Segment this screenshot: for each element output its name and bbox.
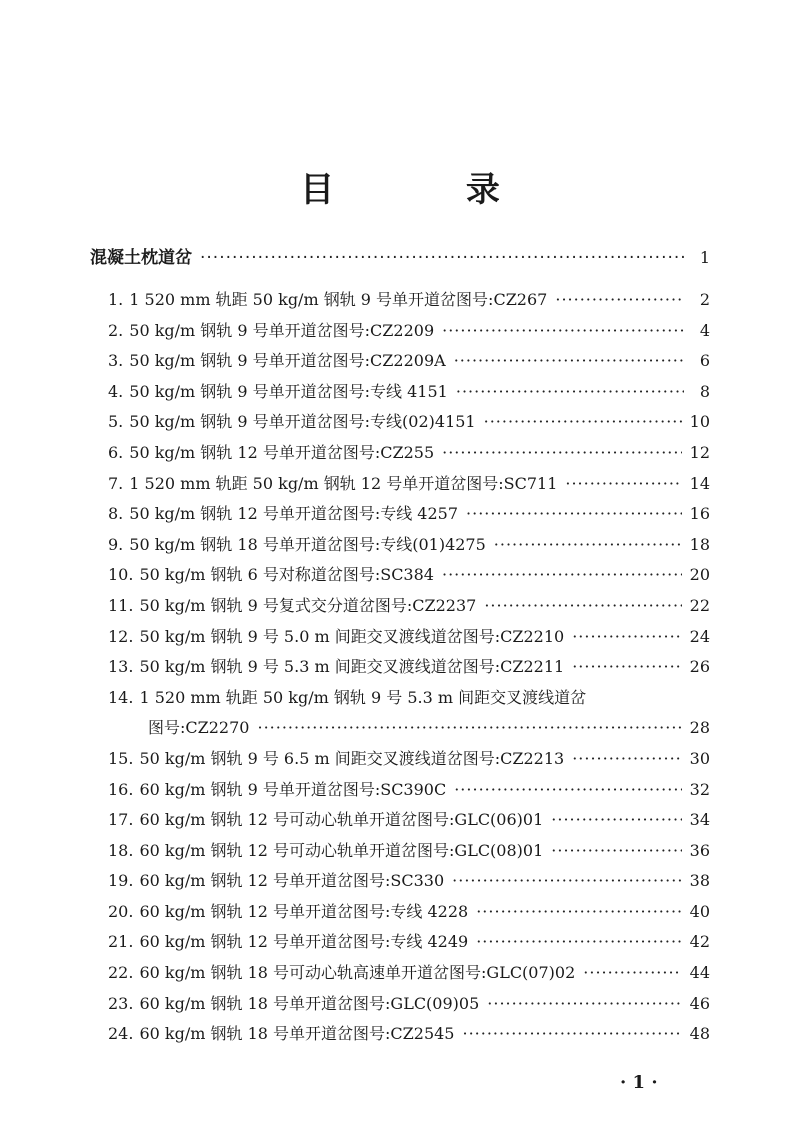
- toc-entry[interactable]: [90, 654, 710, 685]
- entry-number: 21.: [108, 932, 134, 952]
- entry-page-number: 6: [699, 351, 710, 371]
- dot-leader: [484, 596, 681, 615]
- dot-leader: [452, 871, 681, 890]
- entry-number: 18.: [108, 840, 134, 860]
- dot-leader: [551, 810, 681, 829]
- dot-leader: [487, 994, 681, 1013]
- entry-page-number: 40: [689, 901, 710, 921]
- entry-page-number: 48: [689, 1024, 710, 1044]
- entry-title: 50 kg/m 钢轨 9 号单开道岔图号:专线(02)4151: [129, 412, 476, 432]
- entry-title: 50 kg/m 钢轨 9 号 5.0 m 间距交叉渡线道岔图号:CZ2210: [139, 626, 565, 646]
- dot-leader: [583, 963, 681, 982]
- entry-number: 12.: [108, 626, 134, 646]
- toc-entry[interactable]: [90, 532, 710, 563]
- entry-page-number: 28: [689, 718, 710, 738]
- entry-page-number: 8: [699, 381, 710, 401]
- entry-title: 50 kg/m 钢轨 18 号单开道岔图号:专线(01)4275: [129, 534, 486, 554]
- entry-page-number: 46: [689, 993, 710, 1013]
- toc-entry[interactable]: [90, 746, 710, 777]
- dot-leader: [442, 321, 684, 340]
- dot-leader: [466, 504, 682, 523]
- toc-entry[interactable]: [90, 379, 710, 410]
- dot-leader: [572, 657, 681, 676]
- entry-title: 50 kg/m 钢轨 6 号对称道岔图号:SC384: [139, 565, 434, 585]
- entry-number: 8.: [108, 504, 124, 524]
- entry-page-number: 34: [689, 810, 710, 830]
- entry-title: 60 kg/m 钢轨 12 号可动心轨单开道岔图号:GLC(08)01: [139, 840, 544, 860]
- entry-number: 19.: [108, 871, 134, 891]
- entry-title: 60 kg/m 钢轨 12 号单开道岔图号:专线 4228: [139, 901, 469, 921]
- dot-leader: [572, 749, 681, 768]
- dot-leader: [463, 1024, 682, 1043]
- toc-entry[interactable]: [90, 440, 710, 471]
- section-page-number: 1: [699, 248, 710, 267]
- entry-page-number: 36: [689, 840, 710, 860]
- entry-title: 图号:CZ2270: [148, 718, 250, 738]
- toc-entry[interactable]: [90, 593, 710, 624]
- page-title: 目 录: [300, 170, 560, 210]
- entry-title: 50 kg/m 钢轨 9 号单开道岔图号:专线 4151: [129, 381, 448, 401]
- entry-page-number: 42: [689, 932, 710, 952]
- toc-entry[interactable]: [90, 562, 710, 593]
- entry-page-number: 2: [699, 290, 710, 309]
- toc-entry[interactable]: [90, 318, 710, 349]
- dot-leader: [200, 248, 684, 268]
- entry-title: 60 kg/m 钢轨 18 号可动心轨高速单开道岔图号:GLC(07)02: [139, 963, 576, 983]
- entry-number: 20.: [108, 901, 134, 921]
- entry-page-number: 44: [689, 963, 710, 983]
- entry-title: 60 kg/m 钢轨 12 号单开道岔图号:SC330: [139, 871, 445, 891]
- section-label: 混凝土枕道岔: [90, 248, 192, 268]
- dot-leader: [494, 535, 682, 554]
- toc-entry[interactable]: [90, 777, 710, 808]
- entry-page-number: 26: [689, 657, 710, 677]
- dot-leader: [565, 474, 681, 493]
- entry-number: 1.: [108, 290, 124, 309]
- toc-entry[interactable]: [90, 960, 710, 991]
- dot-leader: [442, 565, 682, 584]
- toc-entries: [90, 287, 710, 1052]
- toc-entry[interactable]: [90, 899, 710, 930]
- entry-page-number: 30: [689, 748, 710, 768]
- entry-page-number: 24: [689, 626, 710, 646]
- entry-title: 50 kg/m 钢轨 9 号单开道岔图号:CZ2209: [129, 320, 435, 340]
- toc-section-heading[interactable]: [90, 243, 710, 273]
- page-folio: · 1 ·: [620, 1072, 658, 1093]
- entry-title: 50 kg/m 钢轨 9 号复式交分道岔图号:CZ2237: [139, 595, 477, 615]
- entry-number: 5.: [108, 412, 124, 432]
- entry-page-number: 22: [689, 595, 710, 615]
- entry-number: 16.: [108, 779, 134, 799]
- entry-number: 17.: [108, 810, 134, 830]
- entry-page-number: 10: [689, 412, 710, 432]
- entry-number: 4.: [108, 381, 124, 401]
- table-of-contents: [90, 243, 710, 1052]
- entry-page-number: 16: [689, 504, 710, 524]
- toc-entry[interactable]: [90, 929, 710, 960]
- toc-entry[interactable]: [90, 991, 710, 1022]
- entry-title: 60 kg/m 钢轨 12 号单开道岔图号:专线 4249: [139, 932, 469, 952]
- toc-entry[interactable]: [90, 409, 710, 440]
- entry-title: 1 520 mm 轨距 50 kg/m 钢轨 12 号单开道岔图号:SC711: [129, 473, 558, 493]
- toc-entry[interactable]: [90, 868, 710, 899]
- entry-page-number: 20: [689, 565, 710, 585]
- toc-entry[interactable]: [90, 348, 710, 379]
- entry-title: 50 kg/m 钢轨 9 号 5.3 m 间距交叉渡线道岔图号:CZ2211: [139, 657, 565, 677]
- dot-leader: [454, 351, 684, 370]
- dot-leader: [442, 443, 682, 462]
- toc-entry[interactable]: [90, 287, 710, 318]
- entry-number: 22.: [108, 963, 134, 983]
- toc-entry[interactable]: [90, 685, 710, 716]
- entry-number: 9.: [108, 534, 124, 554]
- entry-title: 60 kg/m 钢轨 12 号可动心轨单开道岔图号:GLC(06)01: [139, 810, 544, 830]
- entry-number: 2.: [108, 320, 124, 340]
- entry-title: 60 kg/m 钢轨 18 号单开道岔图号:CZ2545: [139, 1024, 455, 1044]
- entry-number: 15.: [108, 748, 134, 768]
- entry-title: 1 520 mm 轨距 50 kg/m 钢轨 9 号单开道岔图号:CZ267: [129, 290, 548, 309]
- dot-leader: [572, 627, 681, 646]
- dot-leader: [484, 412, 682, 431]
- toc-entry[interactable]: [90, 807, 710, 838]
- toc-entry[interactable]: [90, 838, 710, 869]
- entry-page-number: 32: [689, 779, 710, 799]
- dot-leader: [555, 290, 684, 309]
- entry-title: 50 kg/m 钢轨 12 号单开道岔图号:专线 4257: [129, 504, 459, 524]
- toc-entry[interactable]: [90, 1021, 710, 1052]
- dot-leader: [454, 780, 681, 799]
- entry-number: 10.: [108, 565, 134, 585]
- entry-title: 50 kg/m 钢轨 9 号 6.5 m 间距交叉渡线道岔图号:CZ2213: [139, 748, 565, 768]
- entry-page-number: 14: [689, 473, 710, 493]
- dot-leader: [476, 932, 681, 951]
- entry-page-number: 18: [689, 534, 710, 554]
- entry-title: 50 kg/m 钢轨 12 号单开道岔图号:CZ255: [129, 442, 435, 462]
- dot-leader: [551, 841, 681, 860]
- toc-entry[interactable]: [90, 624, 710, 655]
- entry-number: 14.: [108, 687, 134, 707]
- entry-page-number: 12: [689, 442, 710, 462]
- toc-entry-continuation[interactable]: [90, 715, 710, 746]
- entry-title: 1 520 mm 轨距 50 kg/m 钢轨 9 号 5.3 m 间距交叉渡线道岔: [139, 687, 587, 707]
- entry-number: 24.: [108, 1024, 134, 1044]
- entry-page-number: 38: [689, 871, 710, 891]
- entry-number: 6.: [108, 442, 124, 462]
- entry-page-number: 4: [699, 320, 710, 340]
- entry-title: 60 kg/m 钢轨 9 号单开道岔图号:SC390C: [139, 779, 447, 799]
- dot-leader: [456, 382, 684, 401]
- dot-leader: [476, 902, 681, 921]
- entry-number: 3.: [108, 351, 124, 371]
- entry-number: 13.: [108, 657, 134, 677]
- dot-leader: [257, 718, 681, 737]
- toc-entry[interactable]: [90, 471, 710, 502]
- entry-title: 50 kg/m 钢轨 9 号单开道岔图号:CZ2209A: [129, 351, 446, 371]
- entry-number: 23.: [108, 993, 134, 1013]
- entry-title: 60 kg/m 钢轨 18 号单开道岔图号:GLC(09)05: [139, 993, 480, 1013]
- entry-number: 7.: [108, 473, 124, 493]
- entry-number: 11.: [108, 595, 134, 615]
- toc-entry[interactable]: [90, 501, 710, 532]
